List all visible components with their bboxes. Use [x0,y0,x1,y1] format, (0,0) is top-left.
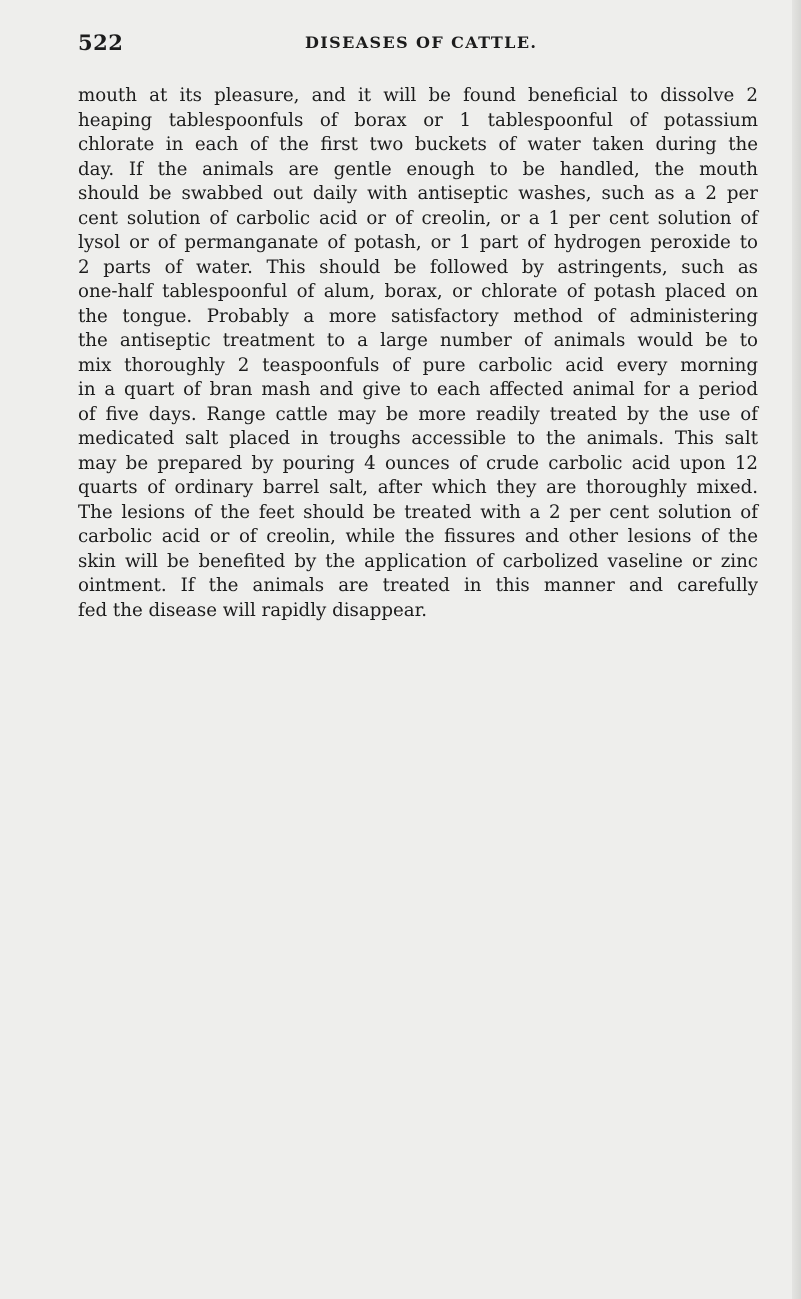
page-number: 522 [78,30,124,55]
text-line: skin will be benefited by the application of carbolized vaseline or zinc [78,550,758,572]
text-line: chlorate in each of the first two buckets of water taken during the [78,134,758,155]
text-line: The lesions of the feet should be treated with a 2 per cent solution of [78,501,758,523]
text-line: day. If the animals are gentle enough to be handled, the mouth [78,158,758,180]
text-line: mouth at its pleasure, and it will be found beneficial to dissolve 2 [78,85,758,106]
page-header [78,30,730,56]
text-line: in a quart of bran mash and give to each affected animal for a period [78,379,758,400]
text-line: may be prepared by pouring 4 ounces of crude carbolic acid upon 12 [78,452,758,474]
text-line: carbolic acid or of creolin, while the fissures and other lesions of the [78,526,758,547]
text-line: lysol or of permanganate of potash, or 1 part of hydrogen peroxide to [78,232,758,253]
text-line: the antiseptic treatment to a large number of animals would be to [78,330,758,351]
text-line: medicated salt placed in troughs accessible to the animals. This salt [78,428,758,449]
text-line: quarts of ordinary barrel salt, after which they are thoroughly mixed. [78,477,758,498]
text-line: of five days. Range cattle may be more readily treated by the use of [78,403,758,425]
body-paragraph [78,84,758,623]
text-line: mix thoroughly 2 teaspoonfuls of pure carbolic acid every morning [78,354,758,376]
text-line: heaping tablespoonfuls of borax or 1 tablespoonful of potassium [78,109,758,131]
running-title: DISEASES OF CATTLE. [305,33,538,52]
text-line: should be swabbed out daily with antiseptic washes, such as a 2 per [78,183,758,204]
text-line: the tongue. Probably a more satisfactory method of administering [78,305,758,327]
text-line: fed the disease will rapidly disappear. [78,599,428,621]
text-line: 2 parts of water. This should be followed by astringents, such as [78,256,758,278]
text-line: one-half tablespoonful of alum, borax, or chlorate of potash placed on [78,281,758,302]
page-edge [792,0,801,1299]
text-line: ointment. If the animals are treated in this manner and carefully [78,575,758,596]
text-line: cent solution of carbolic acid or of creolin, or a 1 per cent solution of [78,207,758,229]
